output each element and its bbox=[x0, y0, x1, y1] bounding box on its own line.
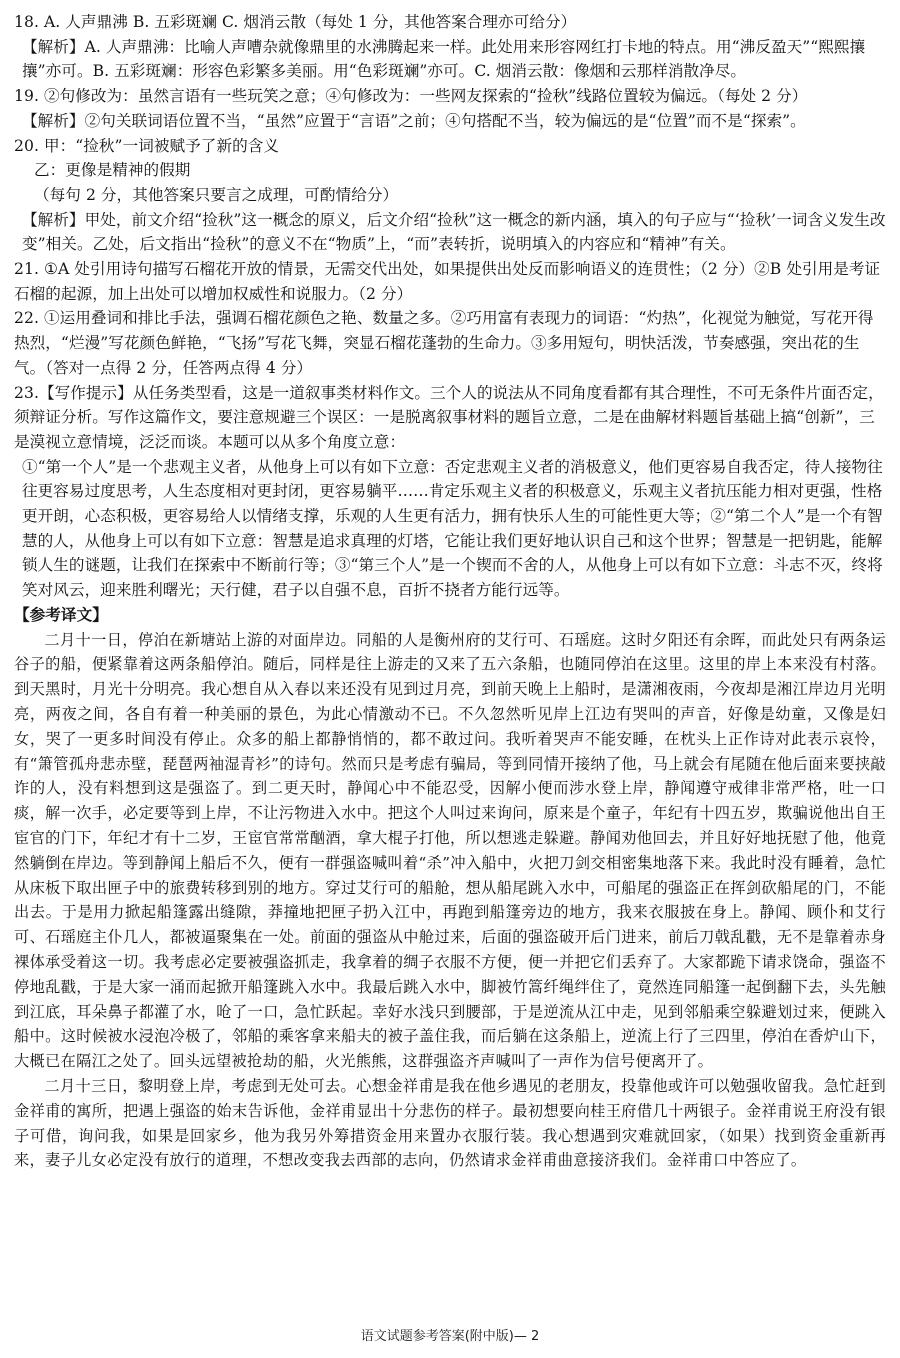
q22-answer: 22. ①运用叠词和排比手法，强调石榴花颜色之艳、数量之多。②巧用富有表现力的词语：“灼热”，化视觉为触觉，写花开得热烈，“烂漫”写花颜色鲜艳，“飞扬”写花飞舞，突显石榴花蓬勃的生命力。③多用短句，明快活泼，节奏感强，突出花的生气。（答对一点得 2 分，任答两点得 4 分） bbox=[14, 309, 874, 377]
answer-content bbox=[14, 10, 886, 1173]
translation-paragraph-1: 二月十一日，停泊在新塘站上游的对面岸边。同船的人是衡州府的艾行可、石瑶庭。这时夕阳还有余晖，而此处只有两条运谷子的船，便紧靠着这两条船停泊。随后，同样是往上游走的又来了五六条船，也随同停泊在这里。这里的岸上本来没有村落。到天黑时，月光十分明亮。我心想自从入春以来还没有见到过月亮，到前天晚上上船时，是潇湘夜雨，今夜却是湘江岸边月光明亮，两夜之间，各自有着一种美丽的景色，为此心情激动不已。不久忽然听见岸上江边有哭叫的声音，好像是幼童，又像是妇女，哭了一更多时间没有停止。众多的船上都静悄悄的，都不敢过问。我听着哭声不能安睡，在枕头上正作诗对此表示哀怜，有“箫管孤舟悲赤壁，琵琶两袖湿青衫”的诗句。然而只是考虑有骗局，等到同情开接纳了他，马上就会有尾随在他后面来要挟敲诈的人，没有料想到这是强盗了。到二更天时，静闻心中不能忍受，因解小便而涉水登上岸，静闻遵守戒律非常严格，吐一口痰，解一次手，必定要等到上岸，不让污物进入水中。把这个人叫过来询问，原来是个童子，年纪有十四五岁，欺骗说他出自王宦官的门下，年纪才有十二岁，王宦官常常酗酒，拿大棍子打他，所以想逃走躲避。静闻劝他回去，并且好好地抚慰了他，他竟然躺倒在岸边。等到静闻上船后不久，便有一群强盗喊叫着“杀”冲入船中，火把刀剑交相密集地落下来。我此时没有睡着，急忙从床板下取出匣子中的旅费转移到别的地方。穿过艾行可的船舱，想从船尾跳入水中，可船尾的强盗正在挥剑砍船尾的门，不能出去。于是用力掀起船篷露出缝隙，莽撞地把匣子扔入江中，再跑到船篷旁边的地方，我来衣服披在身上。静闻、顾仆和艾行可、石瑶庭主仆几人，都被逼聚集在一处。前面的强盗从中舱过来，后面的强盗破开后门进来，前后刀戟乱戳，无不是靠着赤身裸体承受着这一切。我考虑必定要被强盗抓走，我拿着的绸子衣服不方便，便一并把它们丢弃了。大家都跪下请求饶命，强盗不停地乱戳，于是大家一涌而起掀开船篷跳入水中。我最后跳入水中，脚被竹篙纤绳绊住了，竟然连同船篷一起倒翻下去，头先触到江底，耳朵鼻子都灌了水，呛了一口，急忙跃起。幸好水浅只到腰部，于是逆流从江中走，见到邻船乘空躲避划过来，便跳入船中。这时候被水浸泡冷极了，邻船的乘客拿来船夫的被子盖住我，而后躺在这条船上，逆流上行了三四里，停泊在香炉山下，大概已在隔江之处了。回头远望被抢劫的船，火光熊熊，这群强盗齐声喊叫了一声作为信号便离开了。 bbox=[14, 630, 886, 1071]
q23-points: ①“第一个人”是一个悲观主义者，从他身上可以有如下立意：否定悲观主义者的消极意义，他们更容易自我否定，待人接物往往更容易过度思考，人生态度相对更封闭，更容易躺平……肯定乐观主义者的积极意义，乐观主义者抗压能力相对更强，性格更开朗，心态积极，更容易给人以情绪支撑，乐观的人生更有活力，拥有快乐人生的可能性更大等；②“第二个人”是一个有智慧的人，从他身上可以有如下立意：智慧是追求真理的灯塔，它能让我们更好地认识自己和这个世界；智慧是一把钥匙，能解锁人生的谜题，让我们在探索中不断前行等；③“第三个人”是一个锲而不舍的人，从他身上可以有如下立意：斗志不灭，终将笑对风云，迎来胜利曙光；天行健，君子以自强不息，百折不挠者方能行远等。 bbox=[22, 457, 883, 600]
translation-paragraph-2: 二月十三日，黎明登上岸，考虑到无处可去。心想金祥甫是我在他乡遇见的老朋友，投靠他或许可以勉强收留我。急忙赶到金祥甫的寓所，把遇上强盗的始末告诉他，金祥甫显出十分悲伤的样子。最初想要向桂王府借几十两银子。金祥甫说王府没有银子可借，询问我，如果是回家乡，他为我另外筹措资金用来置办衣服行装。我心想遇到灾难就回家，（如果）找到资金重新再来，妻子儿女必定没有放行的道理，不想改变我去西部的志向，仍然请求金祥甫曲意接济我们。金祥甫口中答应了。 bbox=[14, 1076, 886, 1170]
q18-analysis: 【解析】A. 人声鼎沸：比喻人声嘈杂就像鼎里的水沸腾起来一样。此处用来形容网红打卡地的特点。用“沸反盈天”“熙熙攘攘”亦可。B. 五彩斑斓：形容色彩繁多美丽。用“色彩斑斓”亦可。C. 烟消云散：像烟和云那样消散净尽。 bbox=[22, 37, 866, 81]
page-footer: 语文试题参考答案(附中版)— 2 bbox=[360, 1329, 540, 1344]
q19-answer: 19. ②句修改为：虽然言语有一些玩笑之意；④句修改为：一些网友探索的“捡秋”线路位置较为偏远。（每处 2 分） bbox=[14, 87, 808, 106]
q21-answer: 21. ①A 处引用诗句描写石榴花开放的情景，无需交代出处，如果提供出处反而影响语义的连贯性；（2 分）②B 处引用是考证石榴的起源，加上出处可以增加权威性和说服力。（2 分） bbox=[14, 260, 881, 303]
translation-heading: 【参考译文】 bbox=[14, 604, 108, 624]
q20-scoring: （每句 2 分，其他答案只要言之成理，可酌情给分） bbox=[34, 185, 399, 204]
q18-answer: 18. A. 人声鼎沸 B. 五彩斑斓 C. 烟消云散（每处 1 分，其他答案合理亦可给分） bbox=[14, 13, 577, 31]
q23-intro: 23.【写作提示】从任务类型看，这是一道叙事类材料作文。三个人的说法从不同角度看都有其合理性，不可无条件片面否定，须辩证分析。写作这篇作文，要注意规避三个误区：一是脱离叙事材料的题旨立意，二是在曲解材料题旨基础上搞“创新”，三是漠视立意情境，泛泛而谈。本题可以从多个角度立意： bbox=[14, 383, 884, 451]
q20-line2: 乙：更像是精神的假期 bbox=[34, 161, 191, 180]
q19-analysis: 【解析】②句关联词语位置不当，“虽然”应置于“言语”之前；④句搭配不当，较为偏远的是“位置”而不是“探索”。 bbox=[22, 111, 806, 130]
q20-line1: 20. 甲：“捡秋”一词被赋予了新的含义 bbox=[14, 136, 280, 155]
q20-analysis: 【解析】甲处，前文介绍“捡秋”这一概念的原义，后文介绍“捡秋”这一概念的新内涵，填入的句子应与“‘捡秋’一词含义发生改变”相关。乙处，后文指出“捡秋”的意义不在“物质”上，“而”表转折，说明填入的内容应和“精神”有关。 bbox=[22, 210, 886, 254]
